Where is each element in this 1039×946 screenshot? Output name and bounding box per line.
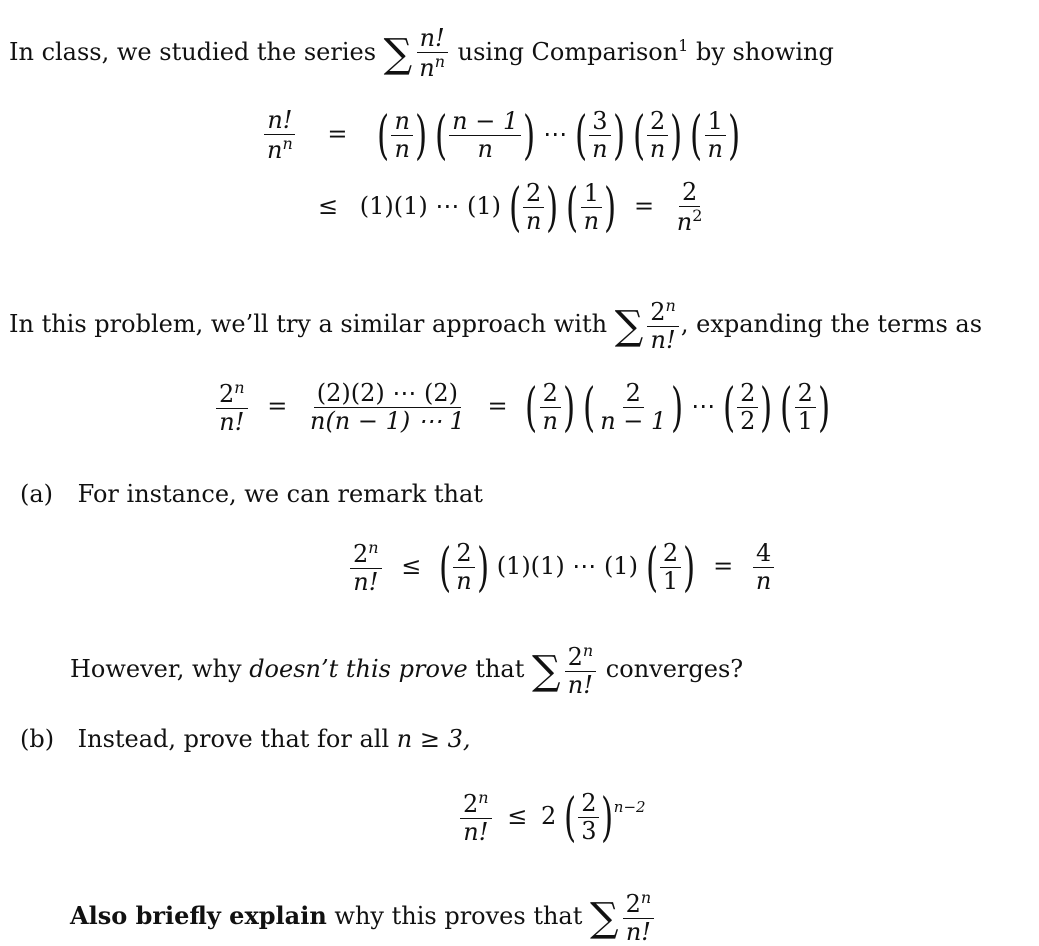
equals-sign: = xyxy=(634,192,655,221)
factor-2-over-n: $\frac{2}{n}$ xyxy=(453,541,474,594)
fraction-2-pow-n-over-n-fact: $\frac{2^n}{n!}$ xyxy=(565,643,597,698)
part-a-question: However, why doesn’t this prove that ∑ $\frac{2^n}{n!}$ converges? xyxy=(70,641,744,700)
factor-2-over-1: $\frac{2}{1}$ xyxy=(660,541,681,594)
factor-n-minus-1-over-n: $\frac{n - 1}{n}$ xyxy=(449,109,521,162)
product-fraction: $\frac{(2)(2) \cdots (2)}{n(n - 1) \cdots 1}$ xyxy=(309,379,465,436)
result-4-over-n: $\frac{4}{n}$ xyxy=(753,541,774,594)
factor-1-over-n: $\frac{1}{n}$ xyxy=(705,109,726,162)
factor-1-over-n: $\frac{1}{n}$ xyxy=(581,181,602,234)
part-a-label: (a) xyxy=(20,480,54,508)
ellipsis: ⋯ xyxy=(543,120,568,149)
ratio-2-over-3: $\frac{2}{3}$ xyxy=(578,791,599,844)
part-b-text: Instead, prove that for all xyxy=(77,725,390,753)
lhs-2-pow-n-over-n-fact: $\frac{2^n}{n!}$ xyxy=(350,540,382,595)
equation1-line1: $\frac{n!}{n^n}$ = ( $\frac{n}{n}$ ) ( $\frac{n - 1}{n}$ ) ⋯ ( $\frac{3}{n}$ ) ( $\frac{2}{n}$ ) ( $\frac{1}{n}$ ) xyxy=(262,108,740,163)
part-b-header xyxy=(20,725,471,753)
part-b-label: (b) xyxy=(20,725,55,753)
part-a-equation: $\frac{2^n}{n!}$ ≤ ( $\frac{2}{n}$ ) (1)(1) ⋯ (1) ( $\frac{2}{1}$ ) = $\frac{4}{n}$ xyxy=(348,540,776,595)
part-b-equation: $\frac{2^n}{n!}$ ≤ 2 ( $\frac{2}{3}$ )$^{n-2}$ xyxy=(458,790,646,845)
lhs-2-pow-n-over-n-fact: $\frac{2^n}{n!}$ xyxy=(216,380,248,435)
equals-sign: = xyxy=(327,120,348,149)
lhs-2-pow-n-over-n-fact: $\frac{2^n}{n!}$ xyxy=(460,790,492,845)
intro-text-after: using Comparison xyxy=(457,38,679,67)
factor-2-over-n: $\frac{2}{n}$ xyxy=(523,181,544,234)
intro-text-tail: by showing xyxy=(696,38,834,67)
lhs-fraction: $\frac{n!}{n^n}$ xyxy=(264,108,296,163)
factor-2-over-n-minus-1: $\frac{2}{n - 1}$ xyxy=(600,379,667,436)
ellipsis: ⋯ xyxy=(691,392,716,421)
intro-line xyxy=(9,26,834,81)
leq-sign: ≤ xyxy=(318,192,339,221)
coefficient: 2 xyxy=(540,802,557,831)
factor-2-over-n: $\frac{2}{n}$ xyxy=(647,109,668,162)
para2-text-before: In this problem, we’ll try a similar approach with xyxy=(9,310,608,339)
ones-product: (1)(1) ⋯ (1) xyxy=(496,552,638,581)
footnote-mark: 1 xyxy=(678,36,689,56)
para2-text-after: , expanding the terms as xyxy=(680,310,983,339)
summation-symbol: ∑ xyxy=(383,30,413,77)
part-a-header xyxy=(20,480,483,508)
equation1-line2: ≤ (1)(1) ⋯ (1) ( $\frac{2}{n}$ ) ( $\frac{1}{n}$ ) = $\frac{2}{n^2}$ xyxy=(318,180,707,235)
partial-line: Also briefly explain why this proves that ∑ $\frac{2^n}{n!}$ xyxy=(70,890,656,945)
result-2-over-n-squared: $\frac{2}{n^2}$ xyxy=(676,178,703,237)
factor-2-over-2: $\frac{2}{2}$ xyxy=(737,381,758,434)
factor-2-over-n: $\frac{2}{n}$ xyxy=(539,381,560,434)
fraction-2-pow-n-over-n-fact: $\frac{2^n}{n!}$ xyxy=(623,890,655,945)
paragraph-2 xyxy=(9,298,982,353)
emphasis-text: doesn’t this prove xyxy=(249,655,468,684)
fraction-2-pow-n-over-n-fact: $\frac{2^n}{n!}$ xyxy=(647,298,679,353)
summation-symbol: ∑ xyxy=(590,894,619,941)
factor-2-over-1: $\frac{2}{1}$ xyxy=(795,381,816,434)
part-a-text: For instance, we can remark that xyxy=(77,480,483,508)
exponent: n−2 xyxy=(613,798,646,817)
factor-3-over-n: $\frac{3}{n}$ xyxy=(589,109,610,162)
factor-n-over-n: $\frac{n}{n}$ xyxy=(391,109,412,162)
part-b-condition: n ≥ 3, xyxy=(396,725,471,753)
intro-text-before: In class, we studied the series xyxy=(9,38,377,67)
fraction-n-fact-over-n-pow-n: $\frac{n!}{n^n}$ xyxy=(416,26,448,81)
summation-symbol: ∑ xyxy=(532,647,561,694)
summation-symbol: ∑ xyxy=(614,302,644,349)
bold-instruction: Also briefly explain xyxy=(70,901,327,931)
ones-product: (1)(1) ⋯ (1) xyxy=(359,192,501,221)
equation2: $\frac{2^n}{n!}$ = $\frac{(2)(2) \cdots (2)}{n(n - 1) \cdots 1}$ = ( $\frac{2}{n}$ ) ( $\frac{2}{n - 1}$ ) ⋯ ( $\frac{2}{2}$ ) ( $\frac{2}{1}$ ) xyxy=(214,380,830,435)
